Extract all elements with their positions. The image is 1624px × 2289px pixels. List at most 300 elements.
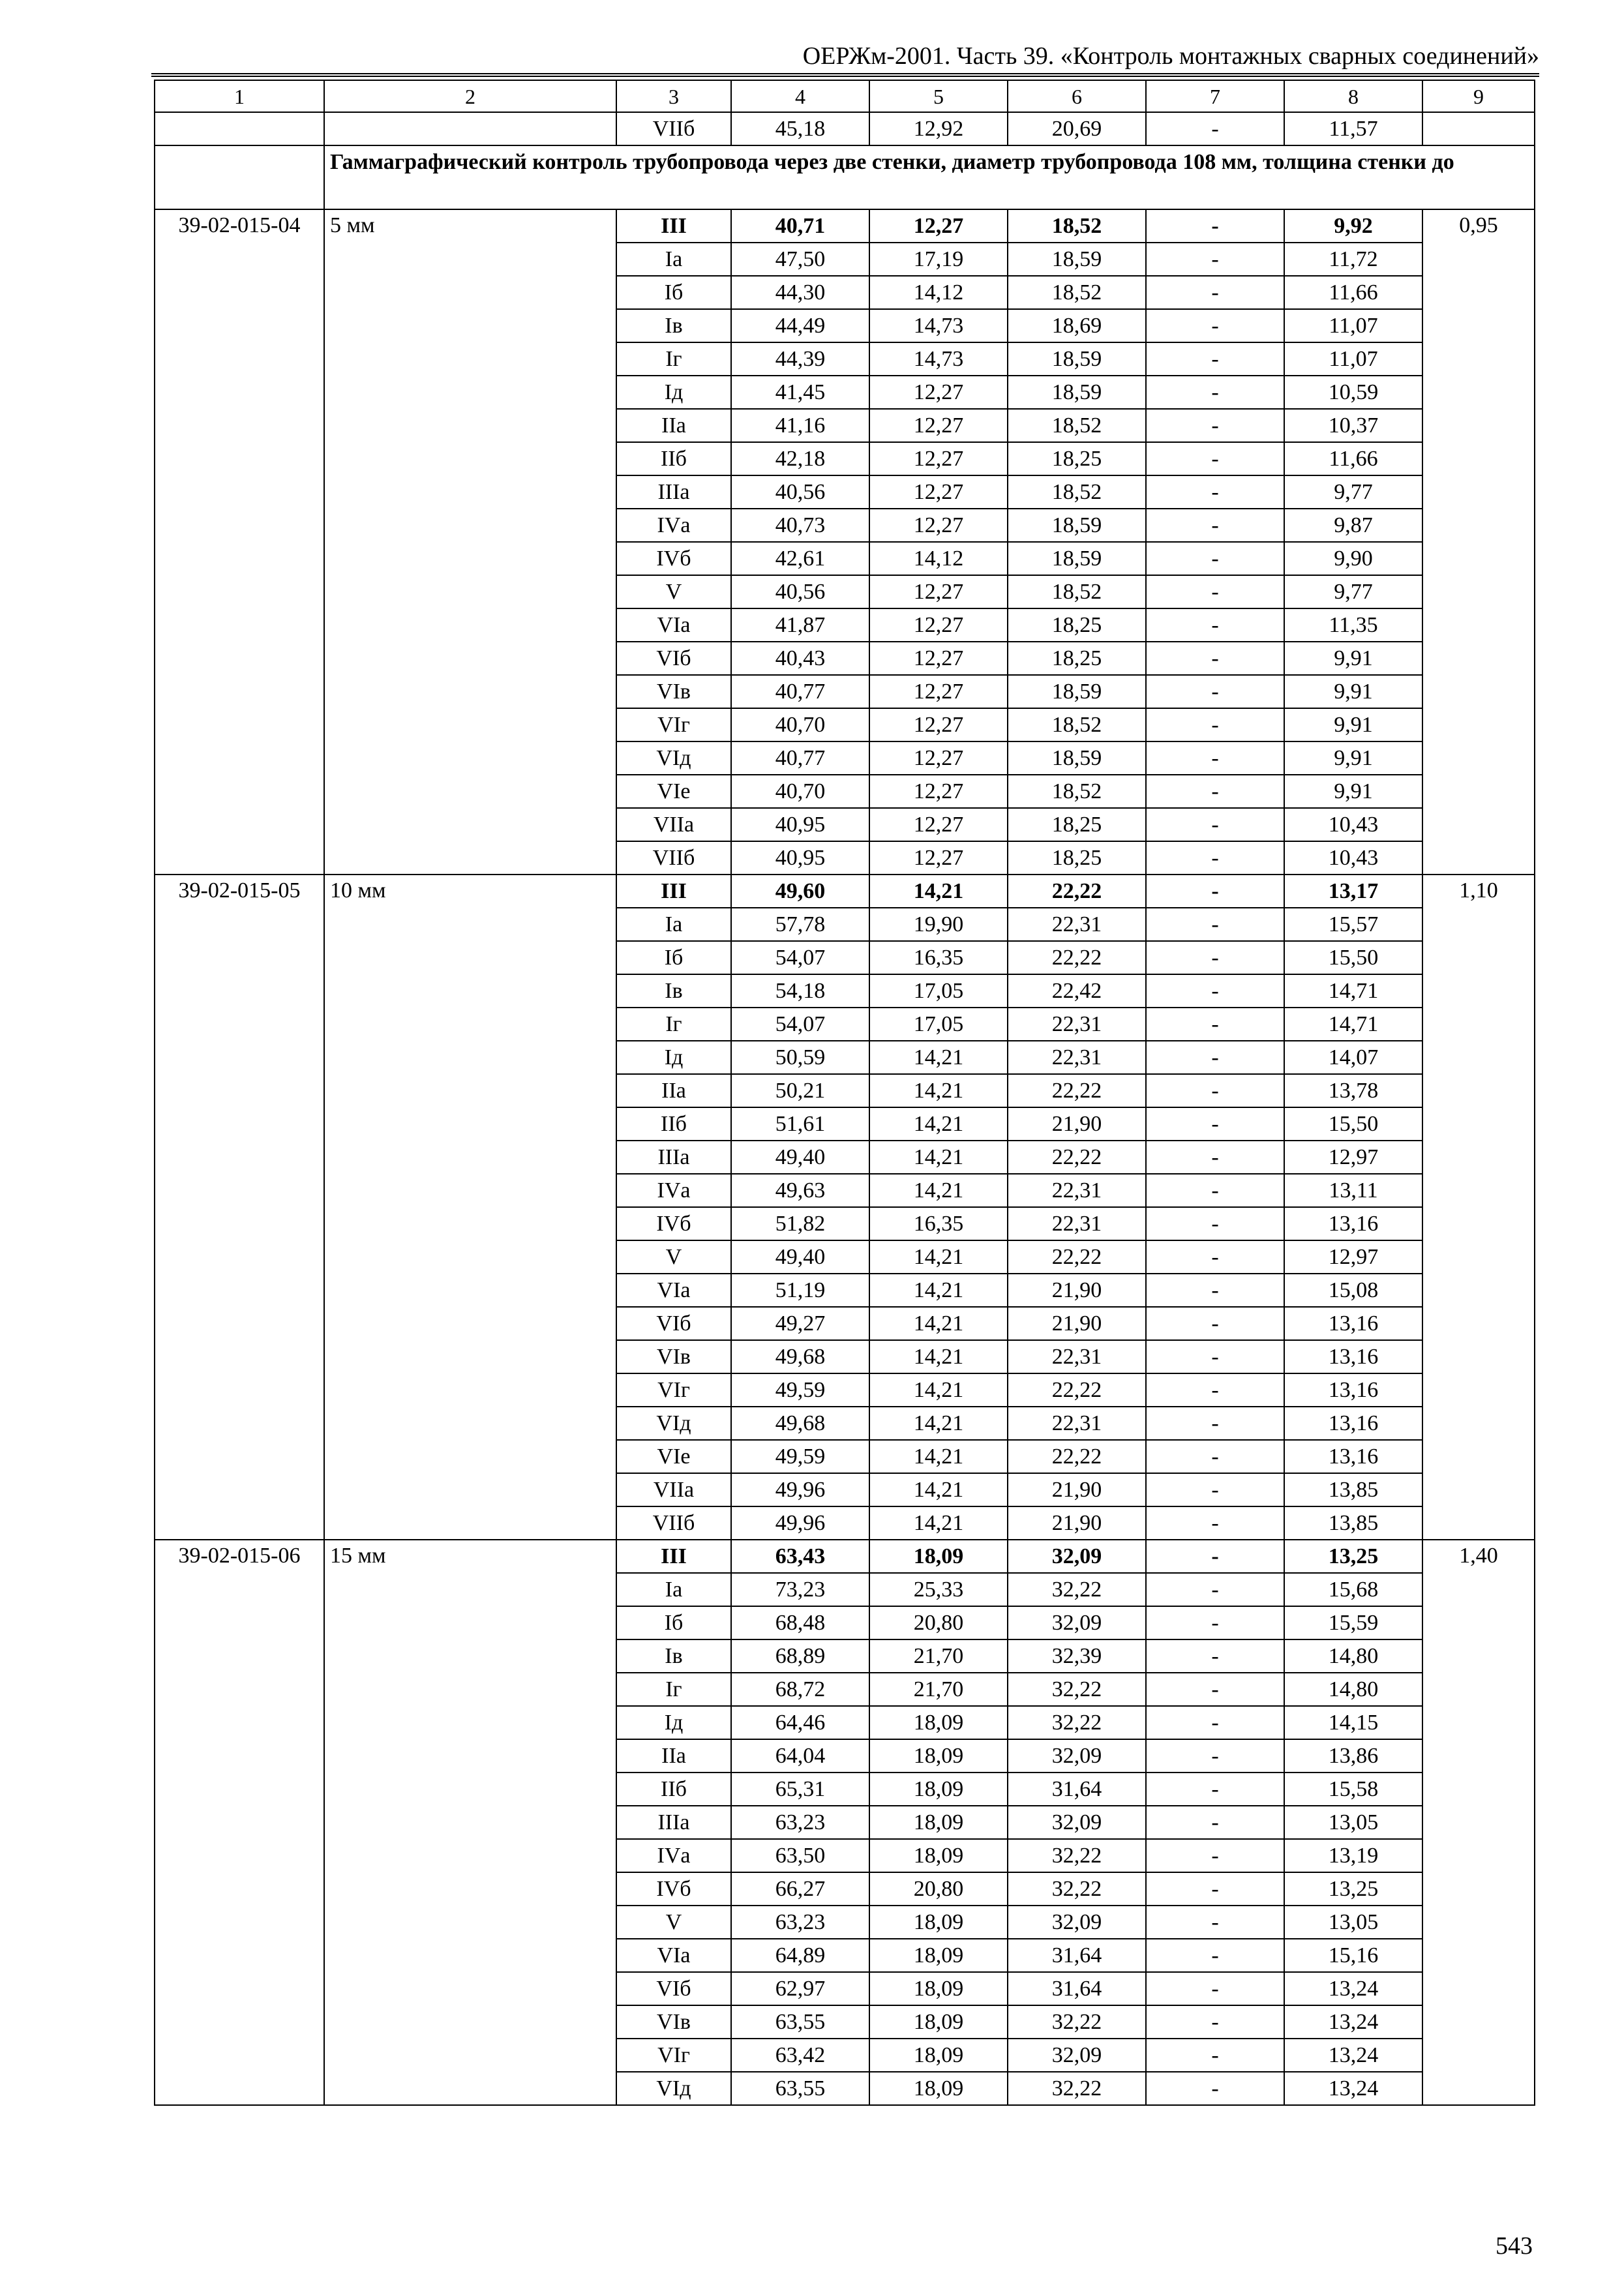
value-cell: 21,90 [1008,1307,1146,1340]
value-cell: 65,31 [731,1773,869,1806]
value-cell: 63,50 [731,1839,869,1872]
table-row [155,1540,1535,1573]
value-cell: 64,46 [731,1706,869,1739]
column-number-cell: 7 [1146,80,1284,112]
category-cell: IVа [616,1839,731,1872]
category-cell: Iг [616,1008,731,1041]
value-cell: - [1146,1939,1284,1972]
value-cell: 40,56 [731,475,869,509]
value-cell: - [1146,2005,1284,2039]
value-cell: 14,07 [1284,1041,1422,1074]
value-cell: 32,22 [1008,1573,1146,1606]
value-cell: 14,21 [869,1107,1008,1141]
column-number-cell: 5 [869,80,1008,112]
category-cell: III [616,875,731,908]
value-cell: - [1146,775,1284,808]
category-cell: VIIа [616,1473,731,1506]
category-cell: Iд [616,1041,731,1074]
value-cell: 18,52 [1008,276,1146,309]
category-cell: VIг [616,2039,731,2072]
value-cell: - [1146,1141,1284,1174]
value-cell: 18,59 [1008,509,1146,542]
value-cell: 32,09 [1008,2039,1146,2072]
value-cell: - [1146,509,1284,542]
value-cell: 12,27 [869,442,1008,475]
value-cell: 13,78 [1284,1074,1422,1107]
value-cell: 22,42 [1008,974,1146,1008]
value-cell: - [1146,243,1284,276]
value-cell: 22,31 [1008,1174,1146,1207]
category-cell: Iа [616,243,731,276]
table-row [155,209,1535,243]
value-cell: - [1146,1506,1284,1540]
category-cell: VIIб [616,1506,731,1540]
value-cell: 18,25 [1008,841,1146,875]
category-cell: VIд [616,741,731,775]
value-cell: - [1146,1706,1284,1739]
value-cell: 14,21 [869,1473,1008,1506]
value-cell: - [1146,342,1284,376]
value-cell: - [1146,1207,1284,1240]
value-cell: - [1146,608,1284,642]
value-cell: - [1146,1274,1284,1307]
column-number-cell: 1 [155,80,324,112]
value-cell: 51,61 [731,1107,869,1141]
value-cell: 13,17 [1284,875,1422,908]
value-cell: 15,16 [1284,1939,1422,1972]
column-number-cell: 2 [324,80,616,112]
value-cell: 9,91 [1284,741,1422,775]
value-cell: - [1146,1307,1284,1340]
value-cell: 13,85 [1284,1473,1422,1506]
value-cell: 18,59 [1008,376,1146,409]
value-cell: - [1146,1839,1284,1872]
value-cell: - [1146,875,1284,908]
category-cell: Iв [616,1639,731,1673]
value-cell: 18,09 [869,1806,1008,1839]
value-cell: 13,25 [1284,1872,1422,1906]
category-cell: VIв [616,2005,731,2039]
category-cell: Iд [616,376,731,409]
value-cell: 63,43 [731,1540,869,1573]
value-cell: 49,59 [731,1440,869,1473]
category-cell: VIе [616,1440,731,1473]
value-cell: 49,27 [731,1307,869,1340]
value-cell: 9,92 [1284,209,1422,243]
value-cell: 9,91 [1284,708,1422,741]
value-cell: 62,97 [731,1972,869,2005]
category-cell: III [616,209,731,243]
value-cell: 15,58 [1284,1773,1422,1806]
category-cell: IIа [616,1074,731,1107]
category-cell: Iа [616,1573,731,1606]
value-cell: 63,42 [731,2039,869,2072]
value-cell: 12,27 [869,575,1008,608]
value-cell: - [1146,276,1284,309]
category-cell: Iб [616,941,731,974]
wall-thickness-cell: 10 мм [324,875,616,1540]
value-cell: - [1146,309,1284,342]
value-cell: 32,22 [1008,1872,1146,1906]
value-cell: 11,66 [1284,442,1422,475]
category-cell: VIа [616,608,731,642]
value-cell: 18,52 [1008,775,1146,808]
value-cell: 49,68 [731,1407,869,1440]
category-cell: Iв [616,309,731,342]
value-cell: - [1146,675,1284,708]
value-cell: 18,09 [869,1939,1008,1972]
value-cell: 32,22 [1008,1706,1146,1739]
category-cell: VIа [616,1939,731,1972]
value-cell: - [1146,1673,1284,1706]
value-cell: 13,16 [1284,1340,1422,1373]
value-cell: 12,27 [869,509,1008,542]
value-cell: 14,21 [869,1240,1008,1274]
value-cell: 18,09 [869,2072,1008,2105]
value-cell: 11,35 [1284,608,1422,642]
value-cell: 15,50 [1284,941,1422,974]
coefficient-cell [1422,112,1535,145]
value-cell: 64,89 [731,1939,869,1972]
value-cell: 25,33 [869,1573,1008,1606]
value-cell: 32,09 [1008,1540,1146,1573]
category-cell: VIIб [616,112,731,145]
value-cell: 19,90 [869,908,1008,941]
value-cell: 31,64 [1008,1773,1146,1806]
value-cell: 18,52 [1008,209,1146,243]
value-cell: 32,09 [1008,1906,1146,1939]
value-cell: 68,48 [731,1606,869,1639]
value-cell: 47,50 [731,243,869,276]
value-cell: 18,52 [1008,409,1146,442]
value-cell: 63,55 [731,2072,869,2105]
value-cell: 14,21 [869,875,1008,908]
column-number-cell: 6 [1008,80,1146,112]
value-cell: - [1146,542,1284,575]
thickness-cell [324,112,616,145]
value-cell: - [1146,941,1284,974]
value-cell: 44,39 [731,342,869,376]
value-cell: 13,24 [1284,2039,1422,2072]
value-cell: - [1146,1340,1284,1373]
value-cell: 9,90 [1284,542,1422,575]
category-cell: IIа [616,409,731,442]
value-cell: 63,23 [731,1906,869,1939]
rates-table [154,80,1535,2106]
value-cell: 49,63 [731,1174,869,1207]
value-cell: 22,22 [1008,1141,1146,1174]
value-cell: - [1146,112,1284,145]
column-number-cell: 9 [1422,80,1535,112]
value-cell: 12,97 [1284,1141,1422,1174]
value-cell: 14,73 [869,342,1008,376]
rate-code-cell: 39-02-015-04 [155,209,324,875]
value-cell: 18,09 [869,1972,1008,2005]
value-cell: 13,85 [1284,1506,1422,1540]
value-cell: - [1146,908,1284,941]
value-cell: 68,72 [731,1673,869,1706]
value-cell: - [1146,409,1284,442]
value-cell: 32,09 [1008,1739,1146,1773]
value-cell: 32,22 [1008,1673,1146,1706]
value-cell: 22,31 [1008,1407,1146,1440]
value-cell: 14,15 [1284,1706,1422,1739]
value-cell: 51,19 [731,1274,869,1307]
value-cell: - [1146,741,1284,775]
value-cell: 14,12 [869,542,1008,575]
value-cell: 15,08 [1284,1274,1422,1307]
value-cell: 17,05 [869,1008,1008,1041]
value-cell: 14,21 [869,1274,1008,1307]
code-cell [155,112,324,145]
category-cell: VIб [616,1307,731,1340]
category-cell: VIIб [616,841,731,875]
category-cell: V [616,575,731,608]
value-cell: 22,22 [1008,875,1146,908]
value-cell: 18,09 [869,1839,1008,1872]
value-cell: 13,16 [1284,1407,1422,1440]
value-cell: 18,69 [1008,309,1146,342]
value-cell: 41,16 [731,409,869,442]
value-cell: 54,07 [731,1008,869,1041]
value-cell: 73,23 [731,1573,869,1606]
value-cell: 15,57 [1284,908,1422,941]
value-cell: - [1146,1540,1284,1573]
value-cell: 11,07 [1284,342,1422,376]
value-cell: 9,91 [1284,775,1422,808]
section-title-row [155,145,1535,209]
category-cell: IVб [616,1872,731,1906]
category-cell: VIб [616,642,731,675]
coefficient-cell: 1,40 [1422,1540,1535,2105]
value-cell: 21,90 [1008,1274,1146,1307]
value-cell: 12,27 [869,708,1008,741]
value-cell: 40,43 [731,642,869,675]
value-cell: 14,73 [869,309,1008,342]
value-cell: 32,22 [1008,1839,1146,1872]
value-cell: 12,97 [1284,1240,1422,1274]
value-cell: - [1146,1606,1284,1639]
value-cell: 11,66 [1284,276,1422,309]
value-cell: 50,21 [731,1074,869,1107]
value-cell: 42,61 [731,542,869,575]
column-number-cell: 4 [731,80,869,112]
value-cell: 32,09 [1008,1806,1146,1839]
value-cell: - [1146,1806,1284,1839]
value-cell: 14,71 [1284,1008,1422,1041]
value-cell: - [1146,642,1284,675]
value-cell: 18,59 [1008,741,1146,775]
value-cell: 9,91 [1284,642,1422,675]
value-cell: 44,49 [731,309,869,342]
value-cell: 14,21 [869,1174,1008,1207]
value-cell: 13,16 [1284,1440,1422,1473]
value-cell: 15,59 [1284,1606,1422,1639]
value-cell: 12,27 [869,642,1008,675]
category-cell: IIIа [616,475,731,509]
value-cell: - [1146,1373,1284,1407]
category-cell: Iб [616,1606,731,1639]
category-cell: Iг [616,1673,731,1706]
column-number-cell: 3 [616,80,731,112]
category-cell: VIе [616,775,731,808]
value-cell: 18,25 [1008,442,1146,475]
value-cell: 12,27 [869,475,1008,509]
value-cell: 14,80 [1284,1673,1422,1706]
value-cell: 32,22 [1008,2072,1146,2105]
value-cell: 40,77 [731,675,869,708]
category-cell: V [616,1906,731,1939]
value-cell: 13,24 [1284,2005,1422,2039]
value-cell: 12,27 [869,376,1008,409]
value-cell: 13,25 [1284,1540,1422,1573]
category-cell: VIIа [616,808,731,841]
value-cell: 13,16 [1284,1307,1422,1340]
value-cell: 12,27 [869,808,1008,841]
rate-code-cell: 39-02-015-06 [155,1540,324,2105]
category-cell: IIб [616,1107,731,1141]
wall-thickness-cell: 5 мм [324,209,616,875]
value-cell: 12,92 [869,112,1008,145]
value-cell: 18,25 [1008,608,1146,642]
value-cell: 42,18 [731,442,869,475]
value-cell: - [1146,808,1284,841]
value-cell: 12,27 [869,775,1008,808]
value-cell: - [1146,1440,1284,1473]
value-cell: 14,12 [869,276,1008,309]
value-cell: 18,09 [869,1906,1008,1939]
value-cell: 18,09 [869,1739,1008,1773]
category-cell: Iа [616,908,731,941]
value-cell: 9,91 [1284,675,1422,708]
value-cell: 13,24 [1284,1972,1422,2005]
value-cell: 13,05 [1284,1906,1422,1939]
value-cell: 40,73 [731,509,869,542]
value-cell: - [1146,442,1284,475]
value-cell: - [1146,974,1284,1008]
value-cell: 14,21 [869,1141,1008,1174]
value-cell: 49,96 [731,1506,869,1540]
value-cell: - [1146,376,1284,409]
value-cell: 10,37 [1284,409,1422,442]
value-cell: 21,90 [1008,1473,1146,1506]
category-cell: VIг [616,1373,731,1407]
value-cell: 32,22 [1008,2005,1146,2039]
category-cell: III [616,1540,731,1573]
value-cell: 9,77 [1284,475,1422,509]
value-cell: - [1146,209,1284,243]
category-cell: Iд [616,1706,731,1739]
value-cell: 49,60 [731,875,869,908]
value-cell: 54,07 [731,941,869,974]
value-cell: - [1146,708,1284,741]
category-cell: VIв [616,675,731,708]
value-cell: 21,70 [869,1639,1008,1673]
value-cell: 68,89 [731,1639,869,1673]
value-cell: 49,96 [731,1473,869,1506]
value-cell: 50,59 [731,1041,869,1074]
value-cell: 49,68 [731,1340,869,1373]
value-cell: 13,86 [1284,1739,1422,1773]
value-cell: 22,22 [1008,1074,1146,1107]
value-cell: - [1146,1872,1284,1906]
value-cell: 22,31 [1008,1041,1146,1074]
value-cell: 9,77 [1284,575,1422,608]
value-cell: 22,22 [1008,941,1146,974]
value-cell: 63,55 [731,2005,869,2039]
value-cell: 63,23 [731,1806,869,1839]
category-cell: IIIа [616,1806,731,1839]
value-cell: - [1146,1773,1284,1806]
value-cell: 18,09 [869,1540,1008,1573]
value-cell: 18,59 [1008,342,1146,376]
category-cell: IIIа [616,1141,731,1174]
page-number: 543 [1496,2232,1533,2260]
table-row [155,112,1535,145]
value-cell: 14,21 [869,1307,1008,1340]
value-cell: 16,35 [869,1207,1008,1240]
category-cell: IVа [616,1174,731,1207]
category-cell: VIа [616,1274,731,1307]
value-cell: - [1146,1573,1284,1606]
value-cell: - [1146,1639,1284,1673]
value-cell: - [1146,1473,1284,1506]
value-cell: 14,21 [869,1506,1008,1540]
value-cell: 21,70 [869,1673,1008,1706]
table-row [155,875,1535,908]
value-cell: - [1146,1107,1284,1141]
value-cell: 12,27 [869,409,1008,442]
category-cell: VIд [616,2072,731,2105]
value-cell: 18,52 [1008,475,1146,509]
value-cell: - [1146,1972,1284,2005]
value-cell: 14,80 [1284,1639,1422,1673]
value-cell: 20,80 [869,1606,1008,1639]
value-cell: 14,21 [869,1373,1008,1407]
value-cell: 18,52 [1008,708,1146,741]
value-cell: 14,21 [869,1407,1008,1440]
category-cell: VIг [616,708,731,741]
coefficient-cell: 1,10 [1422,875,1535,1540]
value-cell: 15,68 [1284,1573,1422,1606]
category-cell: VIв [616,1340,731,1373]
category-cell: IIб [616,442,731,475]
value-cell: 18,25 [1008,642,1146,675]
value-cell: 12,27 [869,741,1008,775]
section-title: Гаммаграфический контроль трубопровода через две стенки, диаметр трубопровода 108 мм, толщина стенки до [324,145,1535,209]
value-cell: 13,19 [1284,1839,1422,1872]
wall-thickness-cell: 15 мм [324,1540,616,2105]
value-cell: 49,40 [731,1240,869,1274]
rate-code-cell: 39-02-015-05 [155,875,324,1540]
category-cell: V [616,1240,731,1274]
value-cell: 40,95 [731,841,869,875]
page-header-title: ОЕРЖм-2001. Часть 39. «Контроль монтажных сварных соединений» [802,42,1539,70]
value-cell: 12,27 [869,608,1008,642]
value-cell: 18,59 [1008,675,1146,708]
value-cell: 13,16 [1284,1373,1422,1407]
value-cell: - [1146,1074,1284,1107]
value-cell: 41,87 [731,608,869,642]
value-cell: - [1146,575,1284,608]
value-cell: 22,31 [1008,1340,1146,1373]
value-cell: 31,64 [1008,1939,1146,1972]
value-cell: - [1146,1407,1284,1440]
value-cell: 12,27 [869,841,1008,875]
value-cell: 57,78 [731,908,869,941]
value-cell: 51,82 [731,1207,869,1240]
value-cell: 21,90 [1008,1107,1146,1141]
